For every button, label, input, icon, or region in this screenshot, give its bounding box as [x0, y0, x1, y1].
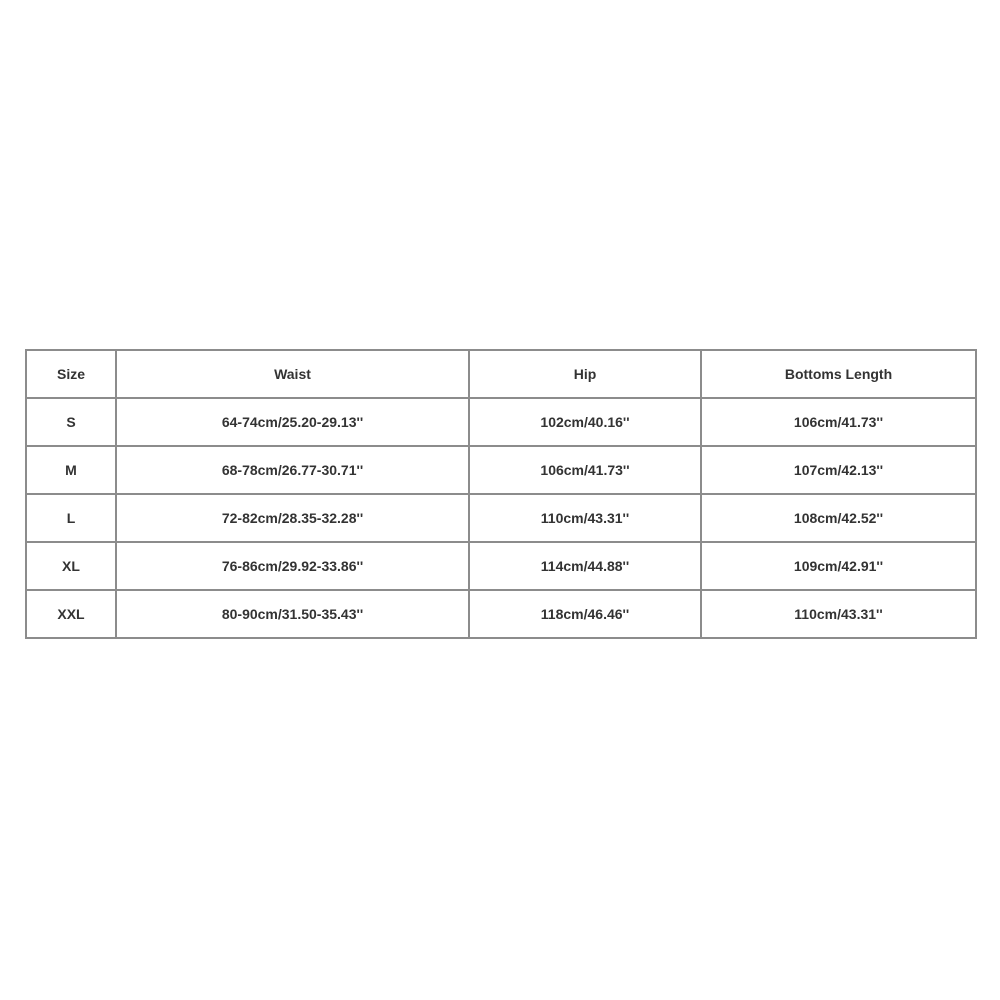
table-row	[26, 494, 976, 542]
cell-waist: 68-78cm/26.77-30.71''	[116, 446, 469, 494]
cell-waist: 72-82cm/28.35-32.28''	[116, 494, 469, 542]
header-bottoms-length: Bottoms Length	[701, 350, 976, 398]
cell-hip: 118cm/46.46''	[469, 590, 701, 638]
cell-bottoms-length: 108cm/42.52''	[701, 494, 976, 542]
cell-bottoms-length: 106cm/41.73''	[701, 398, 976, 446]
cell-hip: 106cm/41.73''	[469, 446, 701, 494]
table-row	[26, 590, 976, 638]
table-header-row	[26, 350, 976, 398]
cell-bottoms-length: 107cm/42.13''	[701, 446, 976, 494]
table-row	[26, 542, 976, 590]
table-row	[26, 398, 976, 446]
cell-waist: 76-86cm/29.92-33.86''	[116, 542, 469, 590]
table-row	[26, 446, 976, 494]
cell-size: XXL	[26, 590, 116, 638]
cell-hip: 102cm/40.16''	[469, 398, 701, 446]
cell-size: L	[26, 494, 116, 542]
cell-hip: 114cm/44.88''	[469, 542, 701, 590]
cell-waist: 80-90cm/31.50-35.43''	[116, 590, 469, 638]
cell-hip: 110cm/43.31''	[469, 494, 701, 542]
size-chart-table	[25, 349, 977, 639]
header-hip: Hip	[469, 350, 701, 398]
cell-size: XL	[26, 542, 116, 590]
cell-size: S	[26, 398, 116, 446]
cell-waist: 64-74cm/25.20-29.13''	[116, 398, 469, 446]
header-waist: Waist	[116, 350, 469, 398]
cell-size: M	[26, 446, 116, 494]
header-size: Size	[26, 350, 116, 398]
cell-bottoms-length: 109cm/42.91''	[701, 542, 976, 590]
cell-bottoms-length: 110cm/43.31''	[701, 590, 976, 638]
